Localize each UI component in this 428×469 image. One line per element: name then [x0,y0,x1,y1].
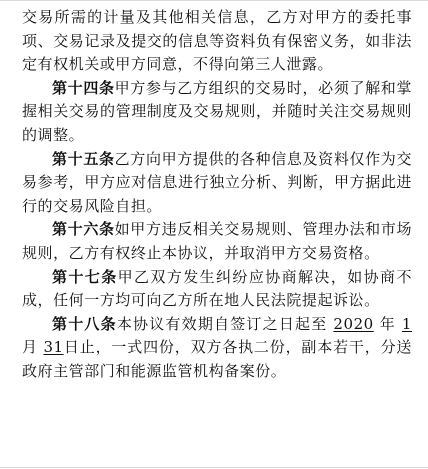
article-text: 如甲方违反相关交易规则、管理办法和市场规则，乙方有权终止本协议，并取消甲方交易资格。 [22,220,413,262]
paragraph-text: 交易所需的计量及其他相关信息，乙方对甲方的委托事项、交易记录及提交的信息等资料负有保密义务，如非法定有权机关或甲方同意，不得向第三人泄露。 [22,8,412,74]
article-number: 第十八条 [52,314,117,333]
article-14 [22,77,412,148]
article-number: 第十五条 [52,149,115,168]
article-text: 乙方向甲方提供的各种信息及资料仅作为交易参考，甲方应对信息进行独立分析、判断，甲方据此进行的交易风险自担。 [22,149,413,215]
article-text: 甲乙双方发生纠纷应协商解决，如协商不成，任何一方均可向乙方所在地人民法院提起诉讼。 [22,267,412,310]
article-number: 第十七条 [52,267,118,286]
contract-text [22,6,412,384]
page-top-border [0,0,428,1]
year-unit: 年 [373,314,402,333]
article-17 [22,266,412,313]
article-number: 第十六条 [52,220,115,239]
month-unit: 月 [22,338,44,357]
expiry-day-field: 31 [43,338,64,357]
page-bottom-border [0,467,428,468]
article-number: 第十四条 [52,78,115,97]
paragraph-confidentiality-continued [22,6,412,77]
article-text-before-date: 本协议有效期自签订之日起至 [116,314,334,333]
article-text: 甲方参与乙方组织的交易时，必须了解和掌握相关交易的管理制度及交易规则，并随时关注交易规则的调整。 [22,78,413,144]
article-16 [22,218,412,265]
article-text-after-date: 日止，一式四份，双方各执二份，副本若干，分送政府主管部门和能源监管机构备案份。 [22,338,412,380]
article-18 [22,313,412,384]
expiry-month-field: 1 [401,314,412,333]
article-15 [22,148,412,219]
expiry-year-field: 2020 [333,314,374,333]
